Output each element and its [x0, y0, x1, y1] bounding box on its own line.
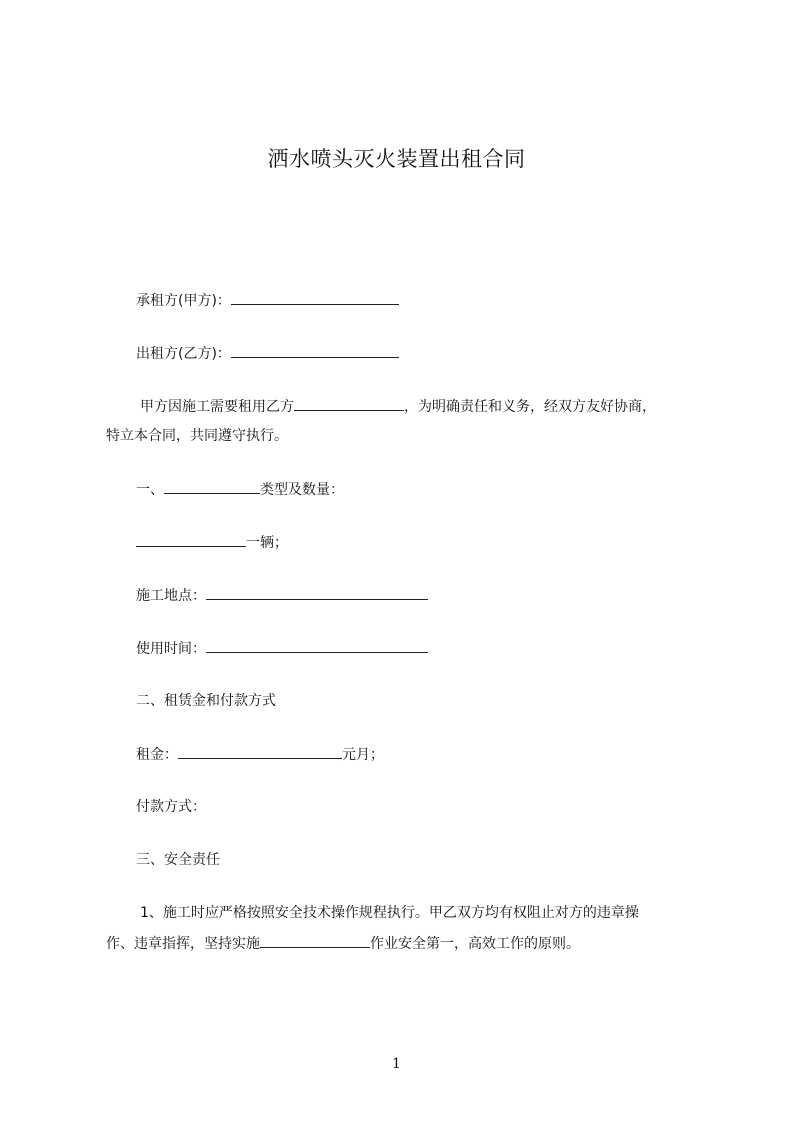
intro-text-3: 特立本合同，共同遵守执行。 — [106, 428, 288, 444]
section-1-suffix: 类型及数量： — [260, 482, 344, 498]
section-1-line — [136, 479, 344, 500]
rent-line — [136, 744, 384, 765]
party-a-label: 承租方(甲方)： — [136, 293, 231, 309]
site-blank — [206, 585, 428, 600]
rent-blank — [178, 744, 342, 759]
page-title: 洒水喷头灭火装置出租合同 — [267, 147, 526, 171]
section-2-text: 二、租赁金和付款方式 — [136, 693, 276, 709]
rent-suffix: 元月； — [342, 747, 384, 763]
equipment-name-blank — [164, 479, 260, 494]
clause-1-line-1 — [140, 903, 639, 923]
section-2-heading — [136, 691, 276, 711]
party-a-blank — [231, 290, 399, 305]
party-b-label: 出租方(乙方)： — [136, 346, 231, 362]
section-3-heading — [136, 850, 220, 870]
intro-line-1 — [140, 396, 656, 417]
page-number: 1 — [392, 1056, 401, 1072]
site-line — [136, 585, 428, 606]
site-label: 施工地点： — [136, 588, 206, 604]
rent-label: 租金： — [136, 747, 178, 763]
clause-1-text-3: 作业安全第一，高效工作的原则。 — [370, 936, 580, 952]
party-b-line — [136, 343, 399, 364]
intro-blank — [294, 396, 404, 411]
party-a-line — [136, 290, 399, 311]
quantity-line — [136, 532, 288, 553]
clause-1-blank — [260, 933, 370, 948]
time-line — [136, 638, 428, 659]
quantity-suffix: 一辆； — [246, 535, 288, 551]
clause-1-line-2 — [106, 933, 580, 954]
time-blank — [206, 638, 428, 653]
time-label: 使用时间： — [136, 641, 206, 657]
party-b-blank — [231, 343, 399, 358]
quantity-blank — [136, 532, 246, 547]
section-3-text: 三、安全责任 — [136, 852, 220, 868]
section-1-prefix: 一、 — [136, 482, 164, 498]
payment-label: 付款方式： — [136, 799, 206, 815]
intro-text-1: 甲方因施工需要租用乙方 — [140, 399, 294, 415]
intro-text-2: ，为明确责任和义务，经双方友好协商， — [404, 399, 656, 415]
payment-line — [136, 797, 206, 817]
clause-1-text-1: 1、施工时应严格按照安全技术操作规程执行。甲乙双方均有权阻止对方的违章操 — [140, 905, 639, 921]
intro-line-2 — [106, 426, 288, 446]
clause-1-text-2: 作、违章指挥，坚持实施 — [106, 936, 260, 952]
